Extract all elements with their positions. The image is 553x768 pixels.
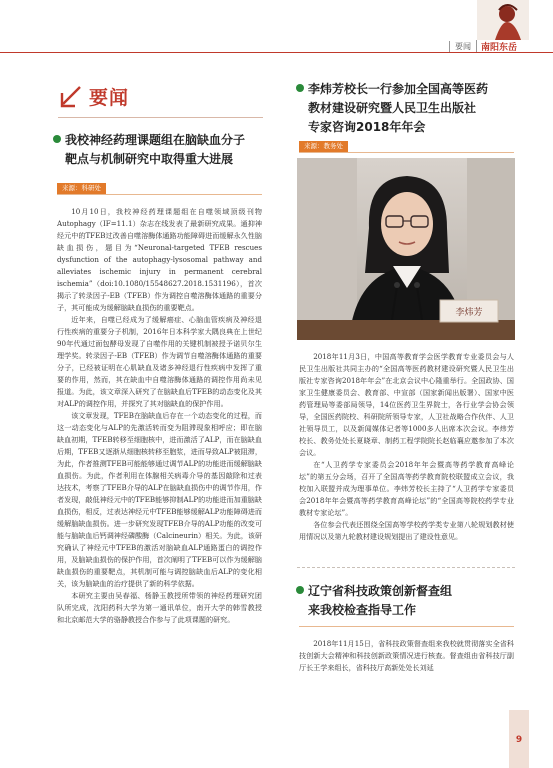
article-heading-right-1 (296, 80, 526, 137)
paragraph: 本研究主要由吴春福、杨静玉教授所带领的神经药理研究团队所完成，沈阳药科大学为第一通讯单位，南开大学的韩雪教授和北京邮范大学的骆静教授合作参与了此项课题的研究。 (57, 591, 262, 624)
paragraph: 该文章发现，TFEB在脑缺血后存在一个动态变化的过程，而这一动态变化与ALP的先激活转而变为阻滞现象相呼应；即在脑缺血初期，TFEB转移至细胞核中，进而激活了ALP，而在脑缺血后期，TFEB又逐渐从细胞核转移至胞浆，进而导致ALP被阻滞，为此，作者推测TFEB可能能够通过调节ALP的功能进而缓解脑缺血损伤。为此，作者利用在体腺相关病毒介导的基因敲除和过表达技术，考察了TFEB介导的ALP在脑缺血损伤中的调节作用，作者发现，敲低神经元中的TFEB能够抑制ALP的功能进而加重脑缺血损伤，相反，过表达神经元中TFEB能够缓解ALP功能障碍进而缓解脑缺血损伤。进一步研究发现TFEB介导的ALP功能的改变可能与脑缺血后钙调神经磷酸酶（Calcineurin）相关。为此，该研究确认了神经元中TFEB的激活对脑缺血ALP通路蛋白的调控作用，及脑缺血损伤的保护作用，首次阐明了TFEB可以作为缓解脑缺血损伤的重要靶点，其机制可能与调控脑缺血后ALP的变化相关，该为脑缺血的治疗提供了新的科学依据。 (57, 411, 262, 588)
article-body-right-1 (299, 351, 514, 543)
conference-photo (297, 158, 515, 340)
speaker-illustration (297, 158, 515, 340)
header-divider (0, 52, 553, 53)
article-heading-left (53, 131, 273, 169)
decorative-figure-icon (477, 0, 529, 40)
article-title-line-1: 辽宁省科技政策创新督查组 (308, 584, 453, 598)
header-brand: 南阳东岳 (476, 40, 517, 53)
paragraph: 2018年11月3日，中国高等教育学会医学教育专业委员会与人民卫生出版社共同主办的“全国高等医药教材建设研究暨人民卫生出版社专家咨询2018年年会”在北京会议中心隆重举行。全国政协、国家卫生健康委员会、教育部、中宣部（国家新闻出版署）、国家中医药管理局等委部局领导，14位医药卫生界院士，各行业学会协会领导，全国医药院校、科研院所领导专家，人卫社战略合作伙伴、人卫社领导员工，以及新闻媒体记者等1000多人出席本次会议。李炜芳校长、教务处处长夏晓章、制药工程学院院长赵临襄应邀参加了本次会议。 (299, 352, 514, 457)
article-title-line-2: 来我校检查指导工作 (308, 603, 417, 617)
article-heading-right-2 (296, 582, 526, 620)
source-underline (57, 194, 262, 195)
source-tag: 来源：科研处 (57, 183, 106, 194)
page-number: 9 (515, 735, 523, 745)
paragraph: 近年来，自噬已经成为了缓解癌症、心脑血管疾病及神经退行性疾病的重要分子机制，2016年日本科学家大隅良典在上世纪90年代通过面包酵母发现了自噬作用的关键机制被授予诺贝尔生理学奖。转录因子-EB（TFEB）作为调节自噬溶酶体通路的重要分子，已经被证明在心肌缺血及诸多神经退行性疾病中发挥了重要的作用，然而，其在缺血中自噬溶酶体通路的调控作用尚未见报道。为此，该文章深入研究了在脑缺血后TFEB的动态变化及其对ALP的调控作用，并探究了其对脑缺血的保护作用。 (57, 315, 262, 408)
article-body-right-2 (299, 638, 514, 674)
article-title-line-1: 我校神经药理课题组在脑缺血分子 (65, 133, 246, 147)
article-title-line-1: 李炜芳校长一行参加全国高等医药 (308, 82, 489, 96)
section-title-underline (58, 117, 263, 118)
article-body-left (57, 206, 262, 626)
paragraph: 各位参会代表还围绕全国高等学校药学类专业第八轮规划教材使用情况以及第九轮教材建设规划提出了建设性意见。 (299, 520, 514, 541)
name-badge-text: 李炜芳 (455, 308, 483, 318)
header-section-label: 要闻 (449, 41, 476, 52)
arrow-down-left-icon (58, 84, 84, 110)
paragraph: 2018年11月15日，省科技政策督查组来我校就贯彻落实全省科技创新大会精神和科技创新政策情况进行核查。督查组由省科技厅副厅长王学来组长，省科技厅高新处处长刘延 (299, 639, 514, 672)
source-tag: 来源：教务处 (299, 141, 348, 152)
page-number-tab (509, 710, 529, 768)
source-underline (299, 626, 514, 627)
section-title (58, 83, 129, 110)
article-separator (297, 567, 515, 568)
article-title-line-2: 靶点与机制研究中取得重大进展 (65, 152, 234, 166)
article-title-line-2: 教材建设研究暨人民卫生出版社 (308, 101, 477, 115)
section-title-label: 要闻 (89, 87, 130, 109)
bullet-icon (296, 84, 304, 92)
article-title-line-3: 专家咨询2018年年会 (308, 120, 426, 134)
bullet-icon (53, 135, 61, 143)
source-underline (299, 152, 514, 153)
paragraph: 在“人卫药学专家委员会2018年年会暨高等药学教育高峰论坛”的第五分会场，召开了全国高等药学教育院校联盟成立会议，我校加入联盟并成为理事单位。李炜芳校长主持了“人卫药学专家委员会2018年年会暨高等药学教育高峰论坛”的“全国高等院校药学专业教材专家论坛”。 (299, 460, 514, 517)
bullet-icon (296, 586, 304, 594)
paragraph: 10月10日，我校神经药理课题组在自噬领域顶级刊物Autophagy（IF=11.1）杂志在线发表了最新研究成果。通抑神经元中的TFEB过改善自噬溶酶体通路功能障碍进而缓解永久性脑缺血损伤，题目为“Neuronal-targeted TFEB rescues dysfunction of the autophagy-lysosomal pathway and alleviates ischemic injury in permanent cerebral ischemia”（doi:10.1080/15548627.2018.1531196），首次揭示了转录因子-EB（TFEB）作为调控自噬溶酶体通路的重要分子，其可能成为缓解脑缺血损伤的重要靶点。 (57, 207, 262, 312)
